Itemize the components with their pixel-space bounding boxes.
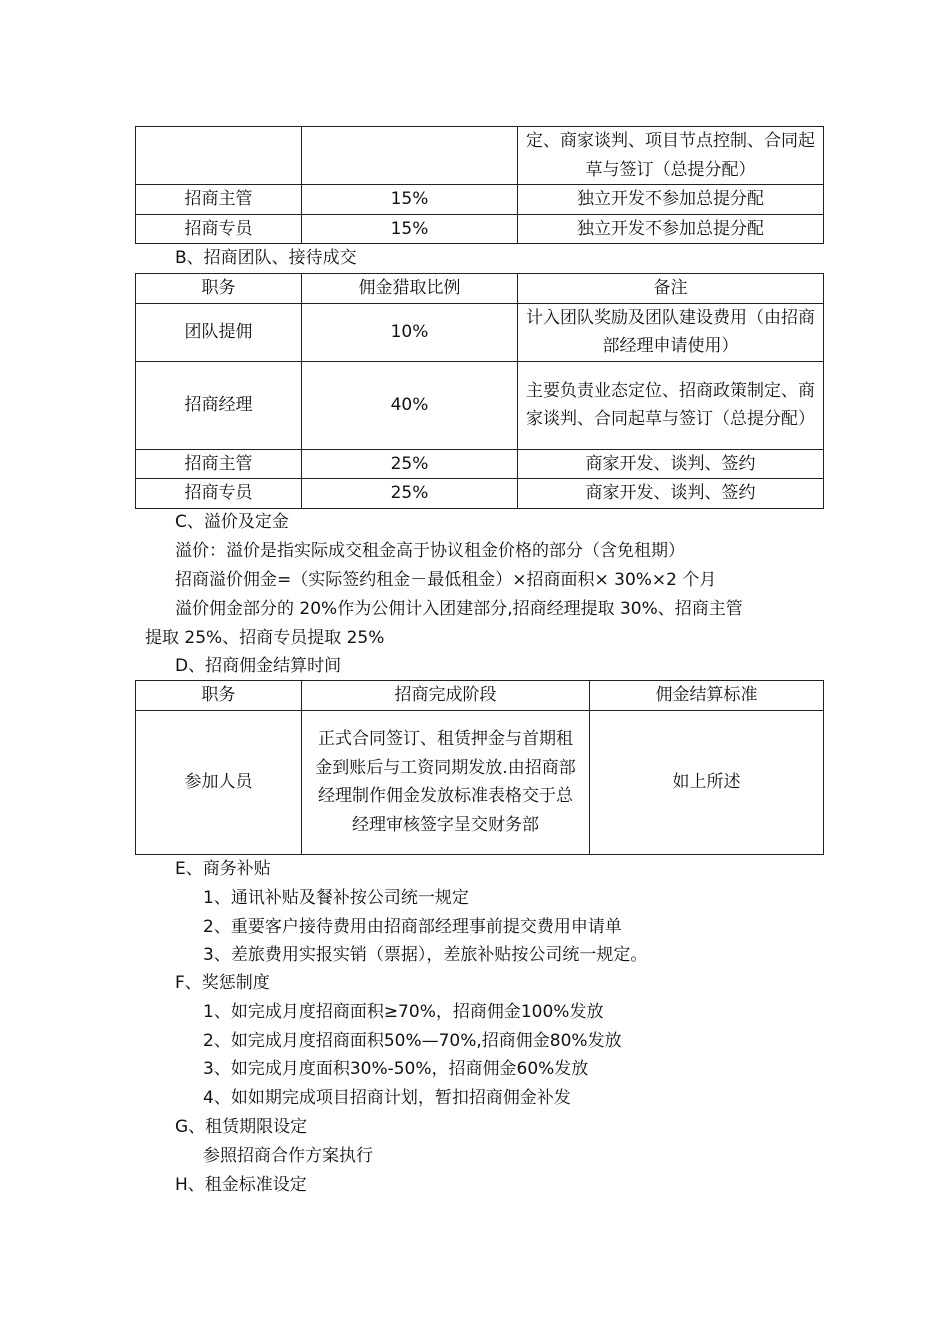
column-header: 职务	[136, 274, 302, 304]
table-cell-role: 参加人员	[136, 710, 302, 854]
premium-formula: 招商溢价佣金=（实际签约租金－最低租金）×招商面积× 30%×2 个月	[175, 570, 717, 590]
section-g-heading: G、租赁期限设定	[175, 1117, 308, 1137]
commission-table-a	[135, 126, 824, 244]
table-cell-role: 招商主管	[136, 185, 302, 215]
table-cell-ratio	[302, 127, 518, 185]
table-cell-role	[136, 127, 302, 185]
table-row	[136, 710, 824, 854]
table-row	[136, 479, 824, 509]
section-c-heading: C、溢价及定金	[175, 512, 289, 532]
table-row	[136, 127, 824, 185]
table-cell-ratio: 25%	[302, 479, 518, 509]
column-header: 备注	[518, 274, 824, 304]
column-header: 佣金猎取比例	[302, 274, 518, 304]
table-cell-role: 招商主管	[136, 449, 302, 479]
table-cell-ratio: 10%	[302, 303, 518, 361]
section-e-heading: E、商务补贴	[175, 859, 271, 879]
table-cell-ratio: 40%	[302, 361, 518, 449]
table-header-row	[136, 274, 824, 304]
column-header: 招商完成阶段	[302, 681, 590, 711]
list-item: 2、重要客户接待费用由招商部经理事前提交费用申请单	[203, 917, 622, 937]
column-header: 职务	[136, 681, 302, 711]
table-row	[136, 361, 824, 449]
premium-allocation-line1: 溢价佣金部分的 20%作为公佣计入团建部分,招商经理提取 30%、招商主管	[175, 599, 743, 619]
section-b-heading: B、招商团队、接待成交	[175, 248, 357, 268]
lease-term-text: 参照招商合作方案执行	[203, 1146, 373, 1166]
premium-allocation-line2: 提取 25%、招商专员提取 25%	[145, 628, 385, 648]
table-row	[136, 449, 824, 479]
section-h-heading: H、租金标准设定	[175, 1175, 307, 1195]
list-item: 3、如完成月度面积30%-50%，招商佣金60%发放	[203, 1059, 589, 1079]
table-cell-stage: 正式合同签订、租赁押金与首期租金到账后与工资同期发放.由招商部经理制作佣金发放标准表格交于总经理审核签字呈交财务部	[302, 710, 590, 854]
section-f-heading: F、奖惩制度	[175, 973, 270, 993]
premium-definition: 溢价：溢价是指实际成交租金高于协议租金价格的部分（含免租期）	[175, 541, 685, 561]
table-cell-note: 商家开发、谈判、签约	[518, 479, 824, 509]
table-cell-role: 招商专员	[136, 479, 302, 509]
table-cell-note: 计入团队奖励及团队建设费用（由招商部经理申请使用）	[518, 303, 824, 361]
list-item: 1、如完成月度招商面积≥70%，招商佣金100%发放	[203, 1002, 604, 1022]
table-row	[136, 303, 824, 361]
table-cell-note: 商家开发、谈判、签约	[518, 449, 824, 479]
list-item: 4、如如期完成项目招商计划，暂扣招商佣金补发	[203, 1088, 571, 1108]
list-item: 2、如完成月度招商面积50%—70%,招商佣金80%发放	[203, 1031, 622, 1051]
table-cell-role: 招商专员	[136, 214, 302, 244]
table-row	[136, 185, 824, 215]
table-cell-note: 独立开发不参加总提分配	[518, 185, 824, 215]
table-cell-role: 团队提佣	[136, 303, 302, 361]
table-cell-ratio: 25%	[302, 449, 518, 479]
table-cell-note: 独立开发不参加总提分配	[518, 214, 824, 244]
table-cell-standard: 如上所述	[590, 710, 824, 854]
table-cell-role: 招商经理	[136, 361, 302, 449]
table-row	[136, 214, 824, 244]
table-cell-ratio: 15%	[302, 214, 518, 244]
section-d-heading: D、招商佣金结算时间	[175, 656, 342, 676]
table-cell-note: 定、商家谈判、项目节点控制、合同起草与签订（总提分配）	[518, 127, 824, 185]
table-cell-note: 主要负责业态定位、招商政策制定、商家谈判、合同起草与签订（总提分配）	[518, 361, 824, 449]
commission-table-b	[135, 273, 824, 509]
table-cell-ratio: 15%	[302, 185, 518, 215]
settlement-table	[135, 680, 824, 855]
list-item: 1、通讯补贴及餐补按公司统一规定	[203, 888, 469, 908]
list-item: 3、差旅费用实报实销（票据），差旅补贴按公司统一规定。	[203, 945, 648, 965]
column-header: 佣金结算标准	[590, 681, 824, 711]
table-header-row	[136, 681, 824, 711]
